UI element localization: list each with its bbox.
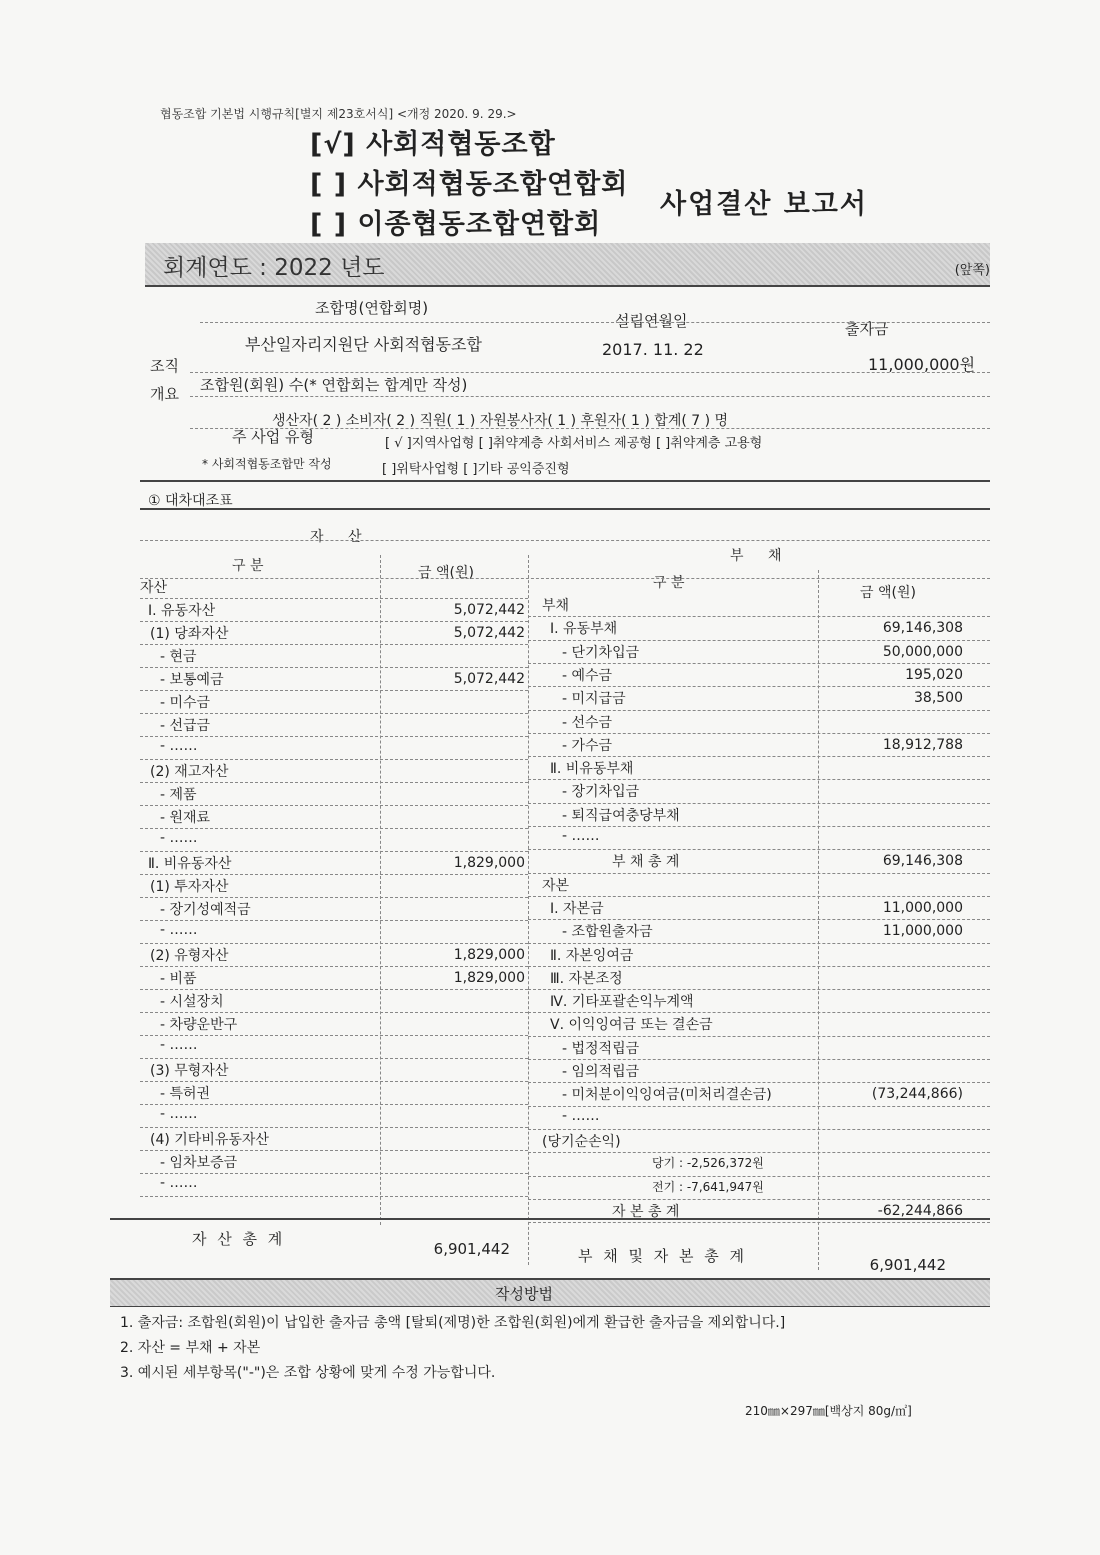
- row-divider: [140, 1196, 528, 1197]
- asset-row-label: (3) 무형자산: [150, 1063, 229, 1079]
- asset-row-label: (1) 투자자산: [150, 879, 229, 895]
- row-divider: [528, 943, 990, 944]
- liability-row-amount: 11,000,000: [882, 923, 963, 940]
- divider: [190, 396, 990, 397]
- org-type-1: [√] 사회적협동조합: [310, 129, 556, 160]
- asset-row-label: - 비품: [160, 971, 197, 987]
- asset-row-label: (2) 재고자산: [150, 764, 229, 780]
- row-divider: [140, 851, 528, 852]
- overview-label-2: 개요: [150, 385, 179, 403]
- asset-row-label: Ⅱ. 비유동자산: [148, 856, 232, 872]
- asset-total-label: 자 산 총 계: [192, 1230, 286, 1248]
- liability-row-label: Ⅱ. 비유동부채: [550, 761, 634, 778]
- row-divider: [140, 828, 528, 829]
- row-divider: [528, 663, 990, 664]
- row-divider: [140, 690, 528, 691]
- liability-row-amount: -62,244,866: [877, 1202, 963, 1219]
- row-divider: [528, 873, 990, 874]
- liability-row-label: 전기 : -7,641,947원: [652, 1179, 764, 1194]
- liability-row-amount: 69,146,308: [882, 853, 963, 870]
- liab-col-amount: 금 액(원): [860, 585, 916, 601]
- row-divider: [528, 989, 990, 990]
- row-divider: [528, 779, 990, 780]
- row-divider: [140, 874, 528, 875]
- asset-row-label: (4) 기타비유동자산: [150, 1132, 269, 1148]
- founding-date: 2017. 11. 22: [602, 340, 704, 359]
- biz-type-row-1: [ √ ]지역사업형 [ ]취약계층 사회서비스 제공형 [ ]취약계층 고용형: [385, 436, 763, 451]
- asset-row-amount: 1,829,000: [453, 947, 525, 963]
- asset-row-label: - ……: [160, 738, 198, 754]
- asset-row-label: - 임차보증금: [160, 1155, 238, 1171]
- liability-heading: 부 채: [730, 548, 792, 564]
- liability-row-label: Ⅳ. 기타포괄손익누계액: [550, 994, 694, 1011]
- asset-row-amount: 5,072,442: [453, 625, 525, 641]
- asset-row-label: - 보통예금: [160, 672, 224, 688]
- asset-row-label: 자산: [140, 580, 168, 596]
- row-divider: [140, 1012, 528, 1013]
- asset-row-label: (2) 유형자산: [150, 948, 229, 964]
- liability-row-label: 부채: [542, 598, 570, 614]
- row-divider: [140, 759, 528, 760]
- liability-row-label: - 장기차입금: [562, 784, 640, 801]
- row-divider: [528, 640, 990, 641]
- liability-row-label: - 임의적립금: [562, 1064, 640, 1080]
- asset-col-amount: 금 액(원): [418, 565, 474, 581]
- asset-row-label: - 현금: [160, 649, 197, 665]
- asset-row-amount: 1,829,000: [453, 970, 525, 986]
- asset-heading: 자 산: [310, 529, 372, 545]
- row-divider: [528, 756, 990, 757]
- divider: [110, 1218, 990, 1220]
- liability-row-label: Ⅰ. 자본금: [550, 900, 604, 917]
- biz-type-row-2: [ ]위탁사업형 [ ]기타 공익증진형: [382, 462, 570, 477]
- row-divider: [528, 1082, 990, 1083]
- row-divider: [528, 803, 990, 804]
- row-divider: [140, 644, 528, 645]
- liability-row-amount: 38,500: [914, 690, 963, 707]
- asset-row-label: - ……: [160, 922, 198, 938]
- members-label: 조합원(회원) 수(* 연합회는 합계만 작성): [200, 376, 468, 394]
- grand-total: 6,901,442: [869, 1256, 946, 1274]
- liability-row-amount: 18,912,788: [882, 736, 963, 753]
- liability-row-label: 부 채 총 계: [612, 854, 680, 871]
- row-divider: [528, 1012, 990, 1013]
- liability-row-amount: 195,020: [905, 666, 963, 683]
- grand-total-label: 부 채 및 자 본 총 계: [578, 1247, 748, 1265]
- divider: [190, 372, 990, 373]
- liability-row-label: - 예수금: [562, 667, 613, 684]
- row-divider: [528, 710, 990, 711]
- row-divider: [140, 1173, 528, 1174]
- row-divider: [140, 621, 528, 622]
- org-name: 부산일자리지원단 사회적협동조합: [245, 335, 482, 354]
- liability-row-label: 자본: [542, 877, 570, 894]
- column-divider: [380, 555, 381, 1225]
- liability-row-amount: (73,244,866): [871, 1086, 963, 1103]
- org-type-3: [ ] 이종협동조합연합회: [310, 209, 602, 240]
- asset-row-label: - ……: [160, 1037, 198, 1053]
- row-divider: [140, 598, 528, 599]
- row-divider: [140, 1104, 528, 1105]
- report-page: [110, 0, 990, 1555]
- row-divider: [140, 1081, 528, 1082]
- row-divider: [140, 989, 528, 990]
- asset-row-label: - 선급금: [160, 718, 211, 734]
- divider: [140, 508, 990, 510]
- row-divider: [528, 1176, 990, 1177]
- liability-row-label: Ⅱ. 자본잉여금: [550, 947, 634, 964]
- asset-row-label: - 특허권: [160, 1086, 211, 1102]
- asset-total: 6,901,442: [433, 1240, 510, 1258]
- balance-sheet-title: ① 대차대조표: [148, 493, 233, 509]
- liab-col-item: 구 분: [653, 575, 685, 591]
- row-divider: [140, 736, 528, 737]
- row-divider: [528, 1152, 990, 1153]
- writing-method-title: 작성방법: [495, 1285, 553, 1303]
- liability-row-label: - 단기차입금: [562, 644, 640, 661]
- liability-row-label: - 퇴직급여충당부채: [562, 807, 680, 824]
- row-divider: [140, 667, 528, 668]
- row-divider: [140, 805, 528, 806]
- divider: [140, 480, 990, 482]
- asset-row-amount: 5,072,442: [453, 602, 525, 618]
- row-divider: [140, 920, 528, 921]
- liability-row-label: Ⅲ. 자본조정: [550, 970, 623, 987]
- row-divider: [140, 1127, 528, 1128]
- row-divider: [140, 897, 528, 898]
- asset-row-label: - ……: [160, 1175, 198, 1191]
- asset-row-label: - 장기성예적금: [160, 902, 251, 918]
- org-type-2: [ ] 사회적협동조합연합회: [310, 169, 629, 200]
- row-divider: [140, 943, 528, 944]
- biz-type-label: 주 사업 유형: [232, 428, 314, 446]
- liability-row-amount: 11,000,000: [882, 899, 963, 916]
- founding-date-label: 설립연월일: [615, 312, 688, 330]
- liability-row-label: - 법정적립금: [562, 1040, 640, 1057]
- row-divider: [528, 1222, 990, 1223]
- note-1: 1. 출자금: 조합원(회원)이 납입한 출자금 총액 [탈퇴(제명)한 조합원(회원)에게 환급한 출자금을 제외합니다.]: [120, 1315, 786, 1331]
- fiscal-year: 회계연도 : 2022 년도: [163, 255, 385, 281]
- overview-label: 조직: [150, 357, 179, 375]
- asset-row-label: - 차량운반구: [160, 1017, 238, 1033]
- row-divider: [528, 616, 990, 617]
- liability-row-amount: 69,146,308: [882, 620, 963, 637]
- asset-col-item: 구 분: [232, 558, 264, 574]
- divider: [140, 578, 990, 579]
- row-divider: [528, 896, 990, 897]
- fiscal-year-bar: [145, 243, 990, 287]
- row-divider: [528, 966, 990, 967]
- liability-row-label: - ……: [562, 828, 600, 844]
- divider: [140, 540, 990, 541]
- liability-row-amount: 50,000,000: [882, 643, 963, 660]
- row-divider: [140, 1035, 528, 1036]
- liability-row-label: - 미지급금: [562, 691, 626, 708]
- row-divider: [528, 919, 990, 920]
- asset-row-label: - 미수금: [160, 695, 211, 711]
- asset-row-label: - ……: [160, 830, 198, 846]
- capital-label: 출자금: [845, 320, 889, 338]
- liability-row-label: - 미처분이익잉여금(미처리결손금): [562, 1087, 772, 1104]
- org-name-label: 조합명(연합회명): [315, 299, 429, 317]
- capital-amount: 11,000,000원: [868, 355, 976, 374]
- row-divider: [528, 826, 990, 827]
- liability-row-label: (당기순손익): [542, 1133, 621, 1150]
- row-divider: [528, 1129, 990, 1130]
- liability-row-label: Ⅰ. 유동부채: [550, 621, 618, 638]
- asset-row-label: - 시설장치: [160, 994, 224, 1010]
- liability-row-label: - ……: [562, 1107, 600, 1124]
- note-2: 2. 자산 = 부채 + 자본: [120, 1340, 261, 1356]
- row-divider: [140, 713, 528, 714]
- asset-row-label: Ⅰ. 유동자산: [148, 603, 216, 619]
- liability-row-label: 당기 : -2,526,372원: [652, 1156, 764, 1171]
- writing-method-bar: [110, 1278, 990, 1307]
- asset-row-label: - 원재료: [160, 810, 211, 826]
- divider: [200, 322, 990, 323]
- org-type-checklist: [310, 125, 628, 245]
- row-divider: [528, 1036, 990, 1037]
- row-divider: [140, 1058, 528, 1059]
- asset-row-amount: 1,829,000: [453, 855, 525, 871]
- members-count: 생산자( 2 ) 소비자( 2 ) 직원( 1 ) 자원봉사자( 1 ) 후원자( 1 ) 합계( 7 ) 명: [272, 413, 729, 429]
- row-divider: [140, 1150, 528, 1151]
- row-divider: [528, 849, 990, 850]
- asset-row-label: - ……: [160, 1106, 198, 1122]
- biz-type-note: * 사회적협동조합만 작성: [202, 457, 332, 471]
- liability-row-label: Ⅴ. 이익잉여금 또는 결손금: [550, 1017, 713, 1034]
- row-divider: [528, 733, 990, 734]
- note-3: 3. 예시된 세부항목("-")은 조합 상황에 맞게 수정 가능합니다.: [120, 1365, 496, 1381]
- asset-row-label: - 제품: [160, 787, 197, 803]
- row-divider: [140, 782, 528, 783]
- page-side: (앞쪽): [954, 263, 990, 278]
- row-divider: [528, 1106, 990, 1107]
- row-divider: [528, 1199, 990, 1200]
- legal-reference: 협동조합 기본법 시행규칙[별지 제23호서식] <개정 2020. 9. 29.>: [160, 107, 517, 121]
- document-title: 사업결산 보고서: [660, 189, 868, 220]
- liability-row-label: 자 본 총 계: [612, 1203, 680, 1220]
- asset-row-label: (1) 당좌자산: [150, 626, 229, 642]
- paper-spec: 210㎜×297㎜[백상지 80g/㎡]: [745, 1404, 912, 1418]
- liability-row-label: - 조합원출자금: [562, 924, 653, 941]
- row-divider: [528, 686, 990, 687]
- row-divider: [528, 1059, 990, 1060]
- row-divider: [140, 966, 528, 967]
- column-divider: [528, 555, 529, 1265]
- asset-row-amount: 5,072,442: [453, 671, 525, 687]
- liability-row-label: - 가수금: [562, 737, 613, 754]
- liability-row-label: - 선수금: [562, 714, 613, 731]
